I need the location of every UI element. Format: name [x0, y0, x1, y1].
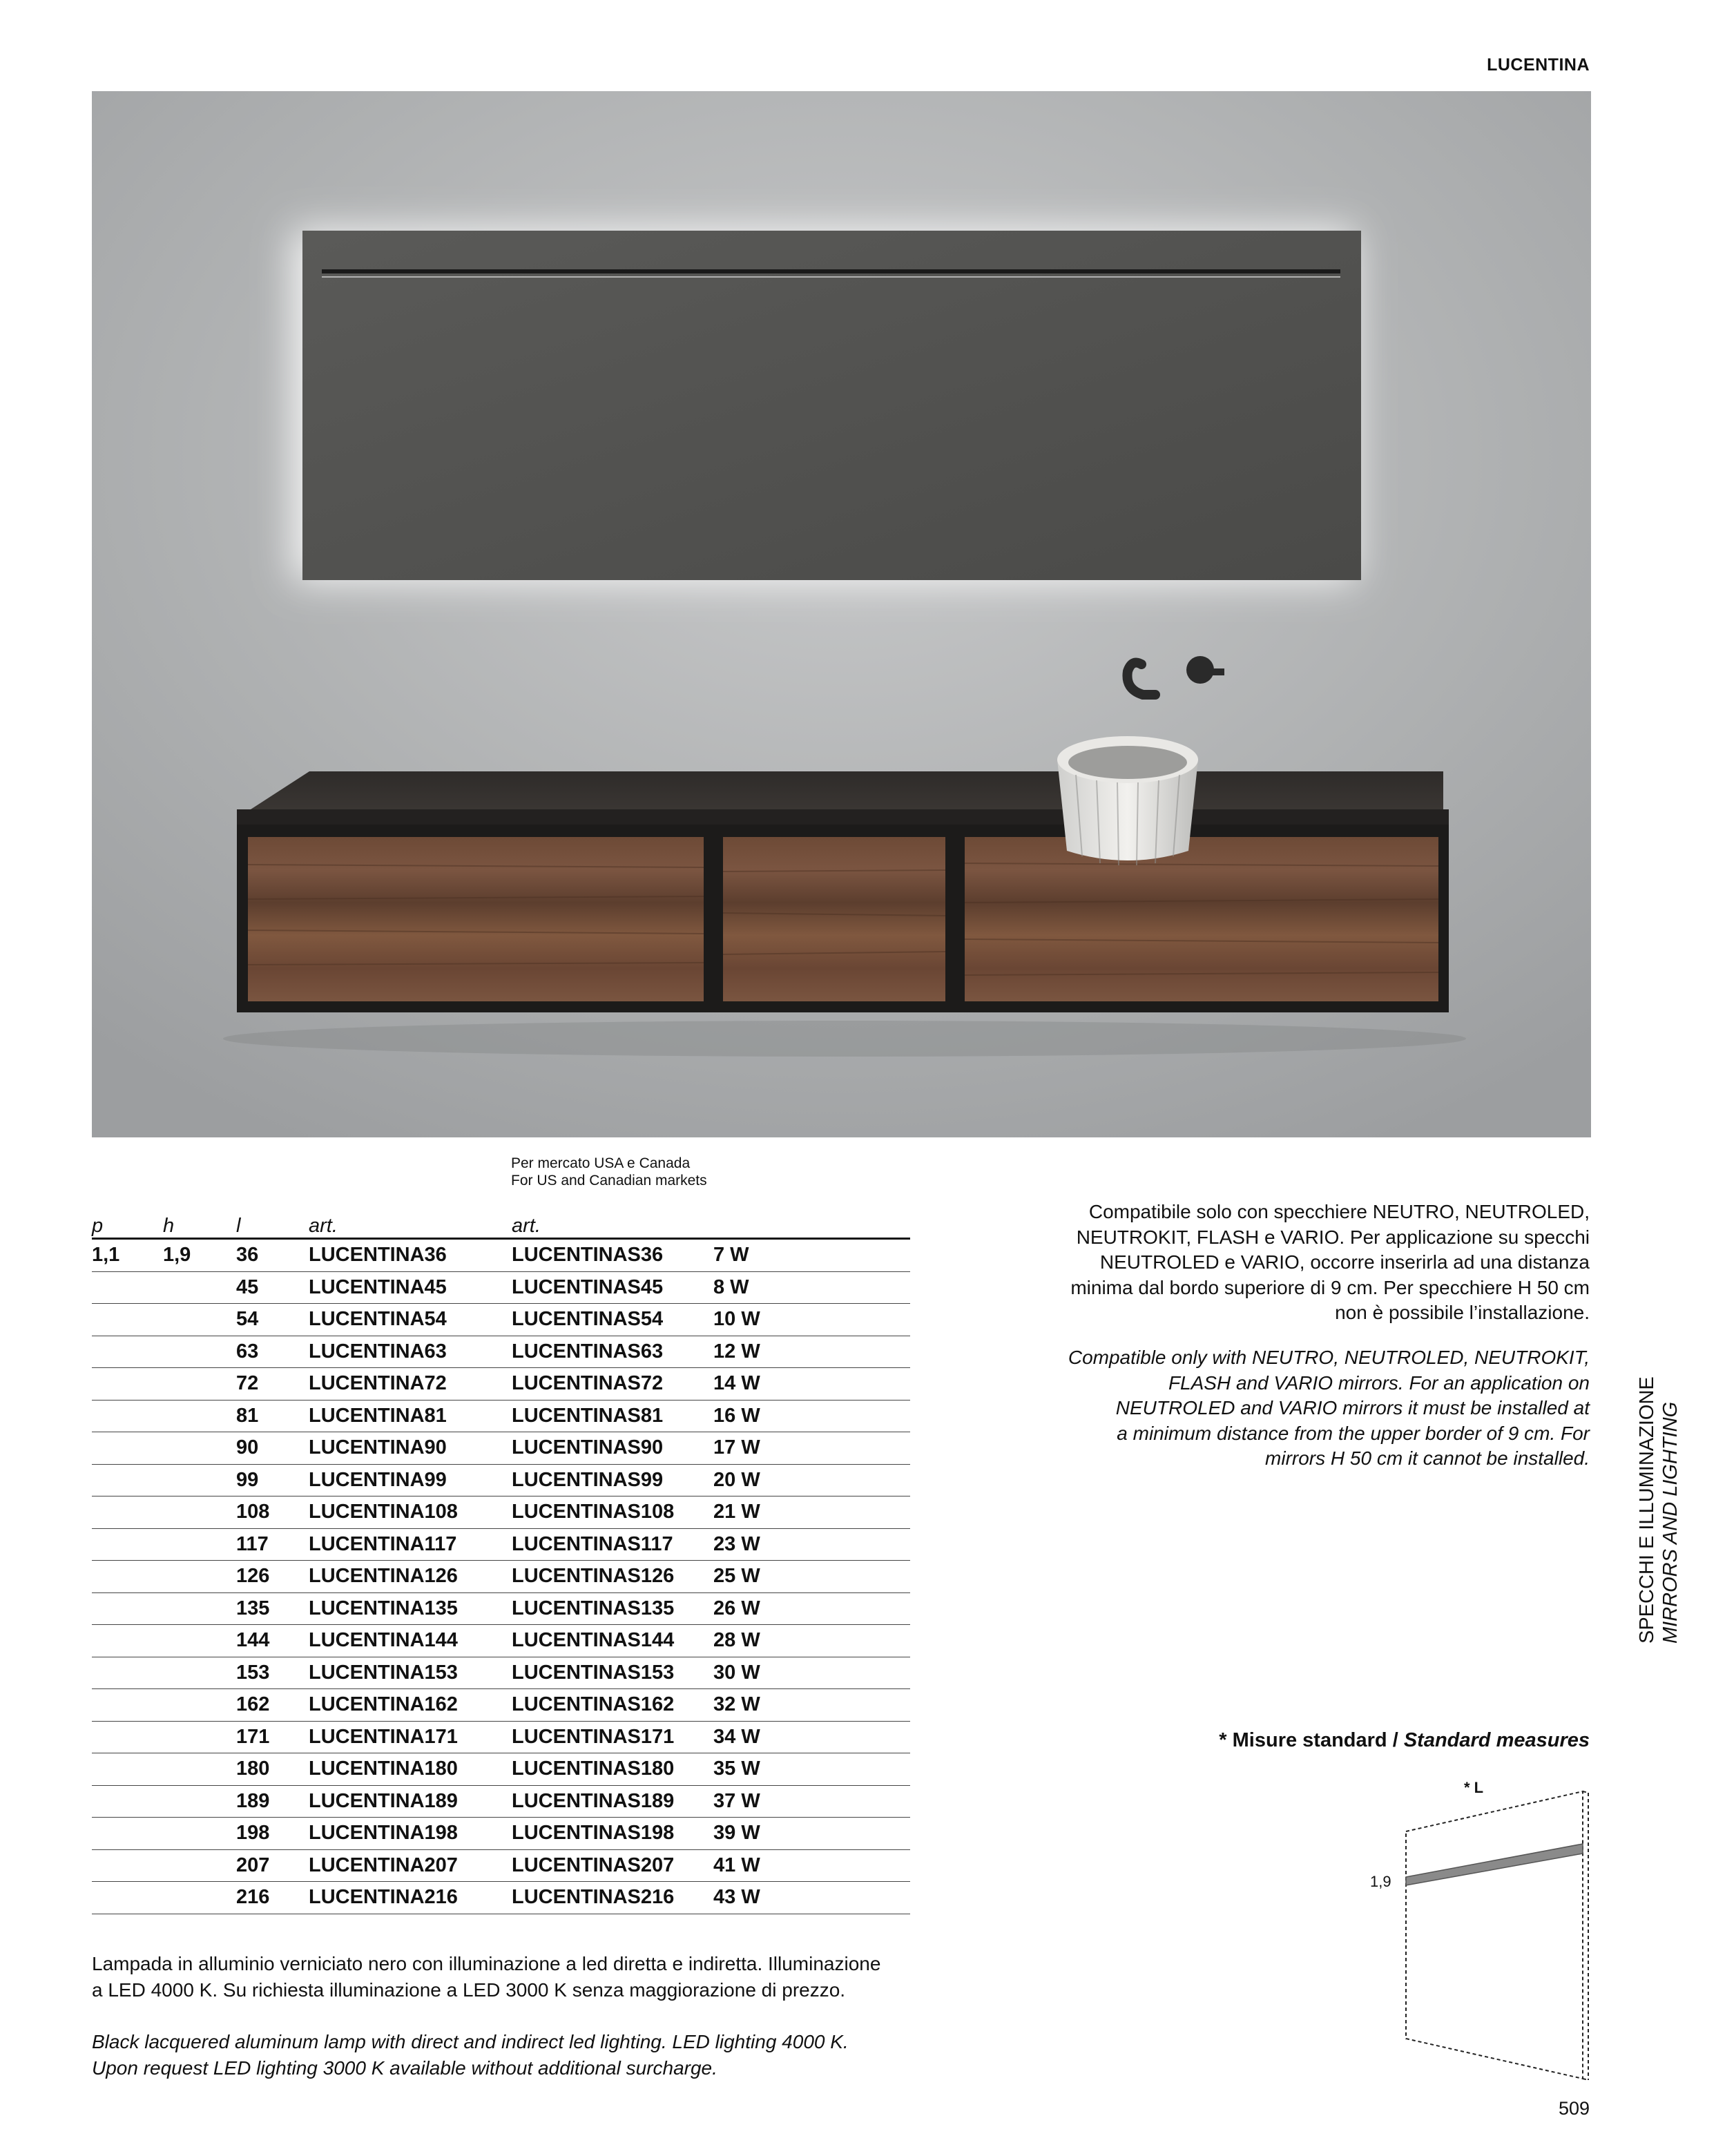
- cell-art-us: LUCENTINAS135: [512, 1592, 713, 1625]
- cell-power: 26 W: [713, 1592, 910, 1625]
- table-row: [92, 1625, 910, 1657]
- compat-en-line: a minimum distance from the upper border of 9 cm. For: [1117, 1422, 1590, 1444]
- product-table: [92, 1209, 910, 1914]
- table-row: [92, 1336, 910, 1368]
- height-label: 1,9: [1370, 1873, 1391, 1890]
- table-row: [92, 1496, 910, 1529]
- cell-p: [92, 1689, 163, 1722]
- cell-art: LUCENTINA162: [309, 1689, 512, 1722]
- cell-h: [163, 1528, 236, 1561]
- compat-it-line: non è possibile l’installazione.: [1335, 1302, 1590, 1323]
- standard-measures-en: Standard measures: [1403, 1729, 1590, 1751]
- cell-art: LUCENTINA216: [309, 1882, 512, 1914]
- cell-h: [163, 1625, 236, 1657]
- cell-h: [163, 1689, 236, 1722]
- dimension-diagram: [1360, 1775, 1595, 2089]
- cell-art: LUCENTINA135: [309, 1592, 512, 1625]
- cell-art-us: LUCENTINAS126: [512, 1561, 713, 1593]
- table-row: [92, 1785, 910, 1818]
- header-power: [713, 1209, 910, 1239]
- cell-power: 41 W: [713, 1849, 910, 1882]
- product-photo: [92, 91, 1591, 1137]
- cell-l: 198: [236, 1818, 309, 1850]
- cell-p: [92, 1721, 163, 1753]
- cell-p: 1,1: [92, 1239, 163, 1272]
- cell-p: [92, 1368, 163, 1401]
- cell-power: 17 W: [713, 1432, 910, 1465]
- cell-art-us: LUCENTINAS45: [512, 1271, 713, 1304]
- cell-art-us: LUCENTINAS216: [512, 1882, 713, 1914]
- side-label-it: SPECCHI E ILLUMINAZIONE: [1636, 1376, 1658, 1644]
- cell-h: [163, 1592, 236, 1625]
- table-row: [92, 1882, 910, 1914]
- cell-l: 189: [236, 1785, 309, 1818]
- cell-art-us: LUCENTINAS189: [512, 1785, 713, 1818]
- cell-art-us: LUCENTINAS72: [512, 1368, 713, 1401]
- cell-art: LUCENTINA36: [309, 1239, 512, 1272]
- table-body: [92, 1239, 910, 1914]
- description-it-line2: a LED 4000 K. Su richiesta illuminazione a LED 3000 K senza maggiorazione di prezzo.: [92, 1979, 846, 2001]
- table-header-row: [92, 1209, 910, 1239]
- cell-power: 43 W: [713, 1882, 910, 1914]
- cell-power: 37 W: [713, 1785, 910, 1818]
- table-row: [92, 1818, 910, 1850]
- table-row: [92, 1753, 910, 1786]
- cell-art-us: LUCENTINAS144: [512, 1625, 713, 1657]
- cell-art: LUCENTINA207: [309, 1849, 512, 1882]
- cell-l: 216: [236, 1882, 309, 1914]
- lamp-bar-shape: [1406, 1844, 1583, 1885]
- cell-art: LUCENTINA189: [309, 1785, 512, 1818]
- cell-art: LUCENTINA180: [309, 1753, 512, 1786]
- cell-l: 144: [236, 1625, 309, 1657]
- standard-measures-it: * Misure standard /: [1219, 1729, 1398, 1751]
- cell-p: [92, 1818, 163, 1850]
- market-note-it: Per mercato USA e Canada: [511, 1155, 691, 1171]
- cell-art: LUCENTINA63: [309, 1336, 512, 1368]
- cell-art-us: LUCENTINAS90: [512, 1432, 713, 1465]
- table-row: [92, 1271, 910, 1304]
- cell-h: [163, 1849, 236, 1882]
- header-h: h: [163, 1209, 236, 1239]
- page-title: LUCENTINA: [1487, 55, 1590, 75]
- cell-power: 12 W: [713, 1336, 910, 1368]
- cell-art: LUCENTINA99: [309, 1464, 512, 1496]
- cell-power: 32 W: [713, 1689, 910, 1722]
- cell-h: [163, 1304, 236, 1336]
- table-row: [92, 1304, 910, 1336]
- cell-p: [92, 1849, 163, 1882]
- cell-h: [163, 1271, 236, 1304]
- cell-power: 34 W: [713, 1721, 910, 1753]
- cell-p: [92, 1271, 163, 1304]
- cell-power: 16 W: [713, 1400, 910, 1432]
- side-label-en: MIRRORS AND LIGHTING: [1659, 1401, 1681, 1644]
- header-p: p: [92, 1209, 163, 1239]
- cell-l: 54: [236, 1304, 309, 1336]
- cell-art: LUCENTINA72: [309, 1368, 512, 1401]
- compat-it-line: NEUTROLED e VARIO, occorre inserirla ad una distanza: [1099, 1251, 1590, 1273]
- cell-power: 20 W: [713, 1464, 910, 1496]
- header-art-us: art.: [512, 1209, 713, 1239]
- cell-art-us: LUCENTINAS153: [512, 1657, 713, 1689]
- cell-l: 45: [236, 1271, 309, 1304]
- cell-p: [92, 1528, 163, 1561]
- cell-power: 21 W: [713, 1496, 910, 1529]
- cell-power: 8 W: [713, 1271, 910, 1304]
- cell-h: [163, 1721, 236, 1753]
- cell-l: 72: [236, 1368, 309, 1401]
- cell-p: [92, 1336, 163, 1368]
- cell-h: [163, 1336, 236, 1368]
- cell-power: 39 W: [713, 1818, 910, 1850]
- cell-art: LUCENTINA126: [309, 1561, 512, 1593]
- cell-l: 180: [236, 1753, 309, 1786]
- cell-art: LUCENTINA198: [309, 1818, 512, 1850]
- cell-art-us: LUCENTINAS108: [512, 1496, 713, 1529]
- compat-it-line: NEUTROKIT, FLASH e VARIO. Per applicazione su specchi: [1076, 1226, 1590, 1248]
- cell-h: [163, 1496, 236, 1529]
- cell-art-us: LUCENTINAS198: [512, 1818, 713, 1850]
- cell-power: 10 W: [713, 1304, 910, 1336]
- cell-l: 36: [236, 1239, 309, 1272]
- cell-l: 171: [236, 1721, 309, 1753]
- cell-p: [92, 1592, 163, 1625]
- cell-h: [163, 1561, 236, 1593]
- cell-l: 126: [236, 1561, 309, 1593]
- description-english: [92, 2029, 921, 2081]
- compat-en-line: NEUTROLED and VARIO mirrors it must be installed at: [1115, 1397, 1590, 1418]
- cell-h: [163, 1432, 236, 1465]
- cell-art: LUCENTINA81: [309, 1400, 512, 1432]
- page-number: 509: [1558, 2098, 1590, 2119]
- table-row: [92, 1432, 910, 1465]
- cell-art: LUCENTINA45: [309, 1271, 512, 1304]
- cell-power: 35 W: [713, 1753, 910, 1786]
- compat-en-line: Compatible only with NEUTRO, NEUTROLED, NEUTROKIT,: [1068, 1347, 1590, 1368]
- cell-p: [92, 1432, 163, 1465]
- table-row: [92, 1721, 910, 1753]
- description-italian: [92, 1951, 921, 2003]
- cell-art: LUCENTINA117: [309, 1528, 512, 1561]
- cell-p: [92, 1882, 163, 1914]
- header-l: l: [236, 1209, 309, 1239]
- cell-p: [92, 1625, 163, 1657]
- compat-en-line: FLASH and VARIO mirrors. For an application on: [1168, 1371, 1590, 1394]
- cell-art: LUCENTINA90: [309, 1432, 512, 1465]
- cell-art-us: LUCENTINAS171: [512, 1721, 713, 1753]
- cell-h: [163, 1464, 236, 1496]
- table-row: [92, 1689, 910, 1722]
- table-row: [92, 1528, 910, 1561]
- compat-it-line: Compatibile solo con specchiere NEUTRO, NEUTROLED,: [1088, 1201, 1590, 1222]
- table-row: [92, 1400, 910, 1432]
- cell-power: 28 W: [713, 1625, 910, 1657]
- cell-p: [92, 1304, 163, 1336]
- cell-l: 135: [236, 1592, 309, 1625]
- cell-art-us: LUCENTINAS180: [512, 1753, 713, 1786]
- market-note-en: For US and Canadian markets: [511, 1173, 707, 1188]
- cell-l: 63: [236, 1336, 309, 1368]
- cell-p: [92, 1785, 163, 1818]
- width-label: * L: [1464, 1779, 1484, 1796]
- cell-power: 25 W: [713, 1561, 910, 1593]
- compat-it-line: minima dal bordo superiore di 9 cm. Per specchiere H 50 cm: [1070, 1276, 1590, 1298]
- standard-measures-note: [1219, 1729, 1590, 1752]
- cell-h: [163, 1368, 236, 1401]
- cell-art-us: LUCENTINAS117: [512, 1528, 713, 1561]
- cell-power: 7 W: [713, 1239, 910, 1272]
- cell-p: [92, 1561, 163, 1593]
- cell-power: 14 W: [713, 1368, 910, 1401]
- table-row: [92, 1464, 910, 1496]
- cell-h: [163, 1753, 236, 1786]
- cell-l: 153: [236, 1657, 309, 1689]
- table-row: [92, 1657, 910, 1689]
- cell-art-us: LUCENTINAS207: [512, 1849, 713, 1882]
- cell-art-us: LUCENTINAS81: [512, 1400, 713, 1432]
- section-side-label: [1635, 1376, 1682, 1644]
- cell-art: LUCENTINA171: [309, 1721, 512, 1753]
- cell-h: [163, 1785, 236, 1818]
- cell-art-us: LUCENTINAS63: [512, 1336, 713, 1368]
- cell-p: [92, 1496, 163, 1529]
- cell-l: 207: [236, 1849, 309, 1882]
- table-row: [92, 1368, 910, 1401]
- cell-l: 81: [236, 1400, 309, 1432]
- table-row: [92, 1592, 910, 1625]
- table-row: [92, 1561, 910, 1593]
- cell-h: [163, 1882, 236, 1914]
- mirror-outline: [1406, 1791, 1583, 2079]
- description-en-line1: Black lacquered aluminum lamp with direct and indirect led lighting. LED lighting 4000 K.: [92, 2031, 849, 2052]
- cell-p: [92, 1657, 163, 1689]
- compatibility-italian: [996, 1200, 1590, 1326]
- cell-l: 162: [236, 1689, 309, 1722]
- cell-art-us: LUCENTINAS99: [512, 1464, 713, 1496]
- cell-p: [92, 1464, 163, 1496]
- cell-l: 99: [236, 1464, 309, 1496]
- header-art: art.: [309, 1209, 512, 1239]
- cell-l: 117: [236, 1528, 309, 1561]
- cell-art-us: LUCENTINAS54: [512, 1304, 713, 1336]
- cell-art-us: LUCENTINAS36: [512, 1239, 713, 1272]
- cell-power: 30 W: [713, 1657, 910, 1689]
- cell-p: [92, 1753, 163, 1786]
- cell-l: 90: [236, 1432, 309, 1465]
- compatibility-english: [996, 1345, 1590, 1472]
- market-note: [511, 1155, 707, 1189]
- cell-h: 1,9: [163, 1239, 236, 1272]
- cell-power: 23 W: [713, 1528, 910, 1561]
- table-row: [92, 1239, 910, 1272]
- cell-h: [163, 1657, 236, 1689]
- cell-p: [92, 1400, 163, 1432]
- compat-en-line: mirrors H 50 cm it cannot be installed.: [1265, 1447, 1590, 1469]
- cell-l: 108: [236, 1496, 309, 1529]
- cell-h: [163, 1818, 236, 1850]
- cell-h: [163, 1400, 236, 1432]
- cell-art: LUCENTINA108: [309, 1496, 512, 1529]
- cell-art: LUCENTINA144: [309, 1625, 512, 1657]
- cell-art: LUCENTINA54: [309, 1304, 512, 1336]
- cell-art: LUCENTINA153: [309, 1657, 512, 1689]
- table-row: [92, 1849, 910, 1882]
- cell-art-us: LUCENTINAS162: [512, 1689, 713, 1722]
- description-en-line2: Upon request LED lighting 3000 K available without additional surcharge.: [92, 2057, 717, 2079]
- description-it-line1: Lampada in alluminio verniciato nero con illuminazione a led diretta e indiretta. Illuminazione: [92, 1953, 881, 1974]
